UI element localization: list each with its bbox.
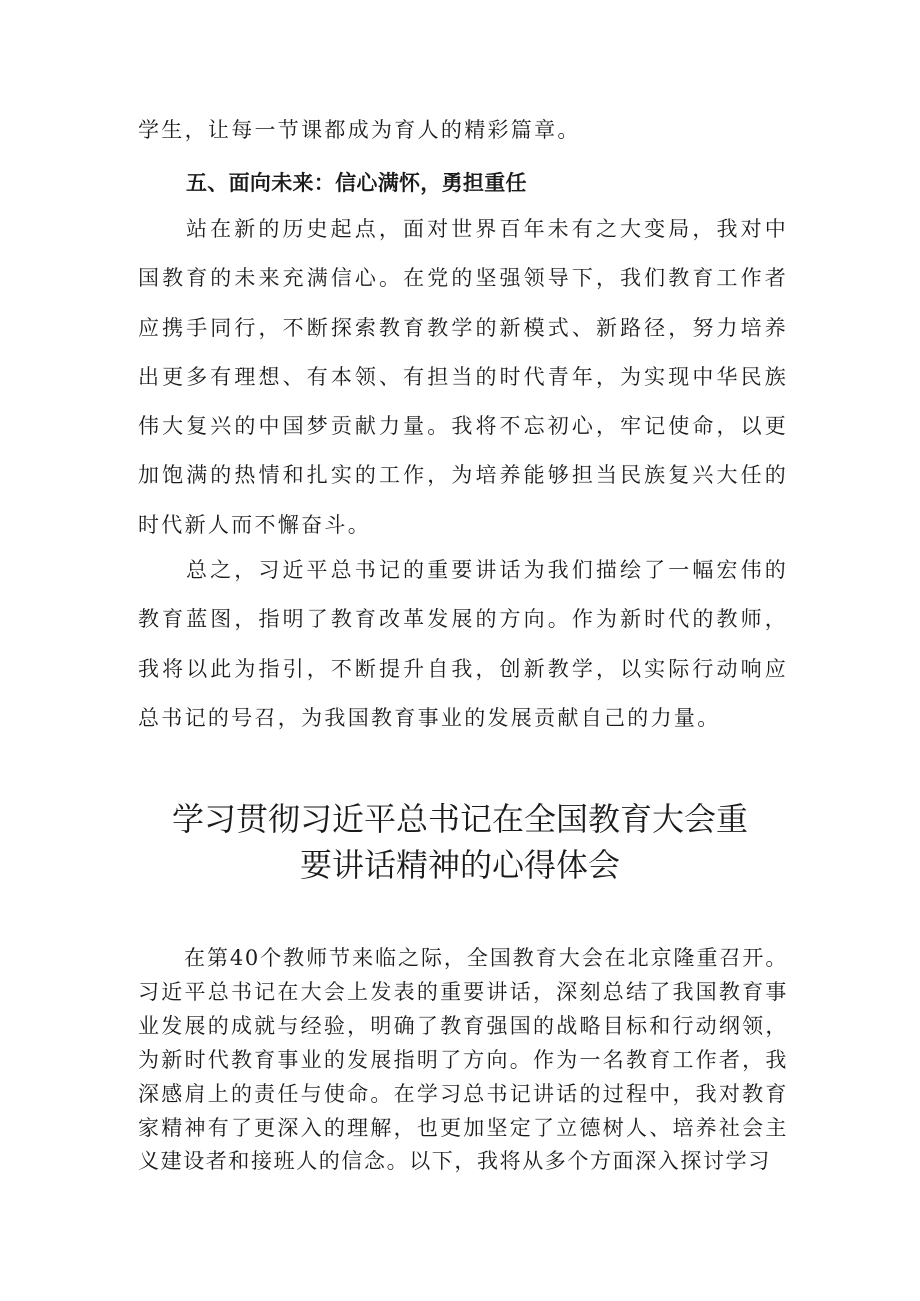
paragraph-conclusion: 总之，习近平总书记的重要讲话为我们描绘了一幅宏伟的教育蓝图，指明了教育改革发展的方向。作为新时代的教师，我将以此为指引，不断提升自我，创新教学，以实际行动响应总书记的号召，为我国教育事业的发展贡献自己的力量。 [138,558,788,730]
article-title-line-1: 学习贯彻习近平总书记在全国教育大会重 [171,800,748,838]
article-title-line-2: 要讲话精神的心得体会 [299,846,620,884]
paragraph-continuation: 学生，让每一节课都成为育人的精彩篇章。 [138,118,581,142]
article-title [120,796,800,888]
section-heading-future: 五、面向未来：信心满怀，勇担重任 [186,171,527,195]
paragraph-intro: 在第40个教师节来临之际，全国教育大会在北京隆重召开。习近平总书记在大会上发表的重要讲话，深刻总结了我国教育事业发展的成就与经验，明确了教育强国的战略目标和行动纲领，为新时代教育事业的发展指明了方向。作为一名教育工作者，我深感肩上的责任与使命。在学习总书记讲话的过程中，我对教育家精神有了更深入的理解，也更加坚定了立德树人、培养社会主义建设者和接班人的信念。以下，我将从多个方面深入探讨学习 [138,946,788,1174]
paragraph-future: 站在新的历史起点，面对世界百年未有之大变局，我对中国教育的未来充满信心。在党的坚强领导下，我们教育工作者应携手同行，不断探索教育教学的新模式、新路径，努力培养出更多有理想、有本领、有担当的时代青年，为实现中华民族伟大复兴的中国梦贡献力量。我将不忘初心，牢记使命，以更加饱满的热情和扎实的工作，为培养能够担当民族复兴大任的时代新人而不懈奋斗。 [138,217,788,537]
